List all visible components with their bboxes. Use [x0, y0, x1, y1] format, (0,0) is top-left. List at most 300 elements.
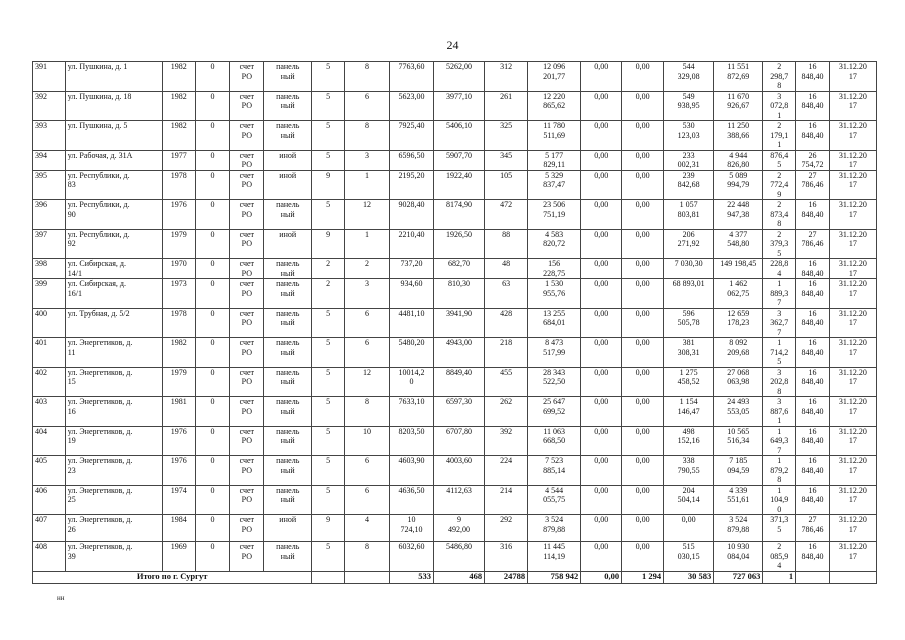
cell-account-type: счет РО: [230, 338, 264, 368]
cell-floors: 5: [312, 308, 345, 338]
cell-year-col2: 0: [195, 279, 230, 309]
cell-residents: 472: [485, 200, 528, 230]
cell-end-date: 31.12.20 17: [829, 229, 876, 259]
cell-fund-a: 0,00: [581, 542, 622, 572]
cell-end-date: 31.12.20 17: [829, 170, 876, 200]
cell-end-date: 31.12.20 17: [829, 367, 876, 397]
cell-residents: 292: [485, 515, 528, 542]
cell-fund-d: 12 659 178,23: [714, 308, 763, 338]
cell-cost-per-sqm: 3 362,7 7: [763, 308, 796, 338]
cell-year-col2: 0: [195, 338, 230, 368]
cell-total-area: 7763,60: [390, 62, 434, 92]
cell-fund-c: 1 057 803,81: [664, 200, 714, 230]
total-empty-c: [796, 571, 830, 583]
cell-entrances: 6: [345, 338, 390, 368]
cell-account-type: счет РО: [230, 542, 264, 572]
cell-cost-per-sqm: 2 379,3 5: [763, 229, 796, 259]
cell-fund-d: 10 565 516,34: [714, 426, 763, 456]
cell-address: ул. Энергетиков, д. 11: [65, 338, 162, 368]
cell-fund-d: 22 448 947,38: [714, 200, 763, 230]
cell-account-type: счет РО: [230, 485, 264, 515]
table-row: [33, 367, 877, 397]
cell-limit-cost: 16 848,40: [796, 200, 830, 230]
cell-fund-d: 5 089 994,79: [714, 170, 763, 200]
cell-account-type: счет РО: [230, 397, 264, 427]
cell-row-number: 404: [33, 426, 66, 456]
cell-floors: 5: [312, 456, 345, 486]
cell-limit-cost: 16 848,40: [796, 91, 830, 121]
cell-entrances: 8: [345, 542, 390, 572]
cell-entrances: 8: [345, 62, 390, 92]
cell-total-cost: 5 329 837,47: [528, 170, 581, 200]
table-row: [33, 338, 877, 368]
cell-limit-cost: 16 848,40: [796, 542, 830, 572]
cell-residents: 218: [485, 338, 528, 368]
cell-fund-d: 27 068 063,98: [714, 367, 763, 397]
cell-floors: 5: [312, 338, 345, 368]
cell-end-date: 31.12.20 17: [829, 200, 876, 230]
cell-address: ул. Энергетиков, д. 23: [65, 456, 162, 486]
cell-end-date: 31.12.20 17: [829, 515, 876, 542]
cell-wall-material: панель ный: [264, 426, 312, 456]
cell-address: ул. Пушкина, д. 1: [65, 62, 162, 92]
cell-wall-material: панель ный: [264, 259, 312, 279]
total-empty-b: [345, 571, 390, 583]
cell-end-date: 31.12.20 17: [829, 456, 876, 486]
cell-year-col2: 0: [195, 170, 230, 200]
cell-address: ул. Энергетиков, д. 19: [65, 426, 162, 456]
cell-floors: 5: [312, 200, 345, 230]
cell-living-area: 4943,00: [433, 338, 484, 368]
cell-living-area: 9 492,00: [433, 515, 484, 542]
cell-residents: 312: [485, 62, 528, 92]
cell-limit-cost: 27 786,46: [796, 229, 830, 259]
table-row: [33, 542, 877, 572]
cell-total-area: 7925,40: [390, 121, 434, 151]
housing-register-table: [32, 61, 877, 584]
cell-row-number: 405: [33, 456, 66, 486]
total-fund-d: 727 063: [714, 571, 763, 583]
cell-fund-b: 0,00: [622, 515, 664, 542]
cell-address: ул. Республики, д. 83: [65, 170, 162, 200]
cell-fund-c: 381 308,31: [664, 338, 714, 368]
cell-fund-c: 0,00: [664, 515, 714, 542]
cell-row-number: 401: [33, 338, 66, 368]
cell-end-date: 31.12.20 17: [829, 397, 876, 427]
cell-row-number: 402: [33, 367, 66, 397]
cell-end-date: 31.12.20 17: [829, 308, 876, 338]
cell-living-area: 5907,70: [433, 150, 484, 170]
cell-fund-a: 0,00: [581, 308, 622, 338]
cell-entrances: 10: [345, 426, 390, 456]
cell-limit-cost: 16 848,40: [796, 485, 830, 515]
cell-year-col2: 0: [195, 515, 230, 542]
cell-cost-per-sqm: 1 649,3 7: [763, 426, 796, 456]
total-residents: 24788: [485, 571, 528, 583]
cell-total-cost: 11 445 114,19: [528, 542, 581, 572]
cell-entrances: 6: [345, 485, 390, 515]
cell-total-area: 2195,20: [390, 170, 434, 200]
cell-total-cost: 12 220 865,62: [528, 91, 581, 121]
cell-address: ул. Пушкина, д. 18: [65, 91, 162, 121]
cell-year-built: 1969: [162, 542, 195, 572]
cell-account-type: счет РО: [230, 200, 264, 230]
cell-row-number: 398: [33, 259, 66, 279]
cell-total-area: 934,60: [390, 279, 434, 309]
cell-total-cost: 25 647 699,52: [528, 397, 581, 427]
cell-total-area: 6596,50: [390, 150, 434, 170]
cell-entrances: 3: [345, 150, 390, 170]
cell-entrances: 6: [345, 308, 390, 338]
cell-fund-a: 0,00: [581, 259, 622, 279]
cell-residents: 345: [485, 150, 528, 170]
cell-limit-cost: 16 848,40: [796, 279, 830, 309]
cell-fund-b: 0,00: [622, 62, 664, 92]
cell-fund-b: 0,00: [622, 259, 664, 279]
cell-total-cost: 4 583 820,72: [528, 229, 581, 259]
total-entrances: 468: [433, 571, 484, 583]
cell-living-area: 5262,00: [433, 62, 484, 92]
cell-fund-a: 0,00: [581, 91, 622, 121]
cell-fund-b: 0,00: [622, 170, 664, 200]
cell-total-area: 4603,90: [390, 456, 434, 486]
cell-end-date: 31.12.20 17: [829, 62, 876, 92]
cell-cost-per-sqm: 3 202,8 8: [763, 367, 796, 397]
cell-account-type: счет РО: [230, 229, 264, 259]
cell-living-area: 5406,10: [433, 121, 484, 151]
cell-floors: 5: [312, 91, 345, 121]
table-row: [33, 91, 877, 121]
cell-total-area: 4636,50: [390, 485, 434, 515]
cell-address: ул. Республики, д. 90: [65, 200, 162, 230]
cell-year-built: 1981: [162, 397, 195, 427]
cell-limit-cost: 16 848,40: [796, 259, 830, 279]
cell-year-built: 1982: [162, 62, 195, 92]
cell-floors: 2: [312, 279, 345, 309]
cell-entrances: 1: [345, 229, 390, 259]
cell-living-area: 3977,10: [433, 91, 484, 121]
cell-floors: 9: [312, 170, 345, 200]
cell-cost-per-sqm: 1 714,2 5: [763, 338, 796, 368]
cell-year-col2: 0: [195, 200, 230, 230]
cell-limit-cost: 27 786,46: [796, 170, 830, 200]
cell-wall-material: панель ный: [264, 279, 312, 309]
cell-fund-d: 11 670 926,67: [714, 91, 763, 121]
cell-address: ул. Рабочая, д. 31А: [65, 150, 162, 170]
table-row: [33, 62, 877, 92]
total-row: [33, 571, 877, 583]
cell-row-number: 392: [33, 91, 66, 121]
cell-address: ул. Энергетиков, д. 25: [65, 485, 162, 515]
cell-wall-material: панель ный: [264, 121, 312, 151]
cell-residents: 428: [485, 308, 528, 338]
cell-entrances: 12: [345, 200, 390, 230]
total-cost: 758 942: [528, 571, 581, 583]
cell-address: ул. Энергетиков, д. 16: [65, 397, 162, 427]
cell-end-date: 31.12.20 17: [829, 338, 876, 368]
total-floors: 533: [390, 571, 434, 583]
table-row: [33, 515, 877, 542]
cell-cost-per-sqm: 2 085,9 4: [763, 542, 796, 572]
cell-fund-d: 149 198,45: [714, 259, 763, 279]
cell-total-area: 737,20: [390, 259, 434, 279]
cell-living-area: 810,30: [433, 279, 484, 309]
cell-fund-c: 515 030,15: [664, 542, 714, 572]
cell-fund-d: 4 339 551,61: [714, 485, 763, 515]
cell-floors: 2: [312, 259, 345, 279]
cell-living-area: 6707,80: [433, 426, 484, 456]
cell-total-cost: 13 255 684,01: [528, 308, 581, 338]
cell-address: ул. Сибирская, д. 16/1: [65, 279, 162, 309]
total-fund-c: 30 583: [664, 571, 714, 583]
cell-total-cost: 12 096 201,77: [528, 62, 581, 92]
cell-row-number: 397: [33, 229, 66, 259]
table-row: [33, 229, 877, 259]
cell-residents: 88: [485, 229, 528, 259]
cell-fund-a: 0,00: [581, 426, 622, 456]
cell-wall-material: панель ный: [264, 367, 312, 397]
cell-fund-d: 4 377 548,80: [714, 229, 763, 259]
total-fund-b: 1 294: [622, 571, 664, 583]
cell-year-col2: 0: [195, 397, 230, 427]
cell-fund-c: 204 504,14: [664, 485, 714, 515]
cell-year-col2: 0: [195, 91, 230, 121]
cell-address: ул. Энергетиков, д. 26: [65, 515, 162, 542]
cell-row-number: 403: [33, 397, 66, 427]
cell-living-area: 1922,40: [433, 170, 484, 200]
cell-year-col2: 0: [195, 121, 230, 151]
cell-fund-d: 4 944 826,80: [714, 150, 763, 170]
cell-living-area: 8174,90: [433, 200, 484, 230]
cell-limit-cost: 16 848,40: [796, 62, 830, 92]
cell-account-type: счет РО: [230, 150, 264, 170]
cell-living-area: 5486,80: [433, 542, 484, 572]
cell-account-type: счет РО: [230, 426, 264, 456]
cell-year-built: 1979: [162, 229, 195, 259]
cell-account-type: счет РО: [230, 456, 264, 486]
cell-year-col2: 0: [195, 485, 230, 515]
cell-row-number: 391: [33, 62, 66, 92]
table-row: [33, 259, 877, 279]
cell-row-number: 395: [33, 170, 66, 200]
cell-limit-cost: 16 848,40: [796, 367, 830, 397]
cell-fund-c: 549 938,95: [664, 91, 714, 121]
cell-year-built: 1977: [162, 150, 195, 170]
cell-fund-c: 1 275 458,52: [664, 367, 714, 397]
cell-cost-per-sqm: 1 879,2 8: [763, 456, 796, 486]
cell-fund-b: 0,00: [622, 91, 664, 121]
cell-total-cost: 4 544 055,75: [528, 485, 581, 515]
cell-wall-material: иной: [264, 515, 312, 542]
cell-year-col2: 0: [195, 367, 230, 397]
cell-fund-a: 0,00: [581, 485, 622, 515]
cell-total-cost: 11 063 668,50: [528, 426, 581, 456]
cell-fund-a: 0,00: [581, 121, 622, 151]
cell-limit-cost: 16 848,40: [796, 308, 830, 338]
cell-living-area: 3941,90: [433, 308, 484, 338]
cell-fund-b: 0,00: [622, 456, 664, 486]
cell-account-type: счет РО: [230, 121, 264, 151]
cell-fund-c: 239 842,68: [664, 170, 714, 200]
cell-account-type: счет РО: [230, 367, 264, 397]
cell-year-built: 1979: [162, 367, 195, 397]
cell-fund-c: 1 154 146,47: [664, 397, 714, 427]
cell-fund-a: 0,00: [581, 515, 622, 542]
cell-fund-a: 0,00: [581, 456, 622, 486]
cell-fund-a: 0,00: [581, 367, 622, 397]
cell-residents: 325: [485, 121, 528, 151]
total-fund-a: 0,00: [581, 571, 622, 583]
cell-floors: 9: [312, 515, 345, 542]
cell-year-col2: 0: [195, 229, 230, 259]
cell-wall-material: панель ный: [264, 200, 312, 230]
page-number: 24: [446, 38, 459, 52]
cell-end-date: 31.12.20 17: [829, 485, 876, 515]
cell-address: ул. Энергетиков, д. 39: [65, 542, 162, 572]
cell-entrances: 8: [345, 397, 390, 427]
cell-end-date: 31.12.20 17: [829, 426, 876, 456]
cell-year-col2: 0: [195, 542, 230, 572]
cell-floors: 5: [312, 150, 345, 170]
cell-year-col2: 0: [195, 62, 230, 92]
cell-floors: 5: [312, 485, 345, 515]
cell-fund-a: 0,00: [581, 397, 622, 427]
cell-entrances: 4: [345, 515, 390, 542]
table-row: [33, 150, 877, 170]
footer-note: нн: [57, 594, 65, 602]
cell-residents: 105: [485, 170, 528, 200]
table-row: [33, 200, 877, 230]
cell-residents: 262: [485, 397, 528, 427]
cell-total-cost: 7 523 885,14: [528, 456, 581, 486]
cell-fund-b: 0,00: [622, 150, 664, 170]
cell-cost-per-sqm: 1 104,9 0: [763, 485, 796, 515]
table-row: [33, 397, 877, 427]
cell-fund-b: 0,00: [622, 367, 664, 397]
cell-total-area: 5623,00: [390, 91, 434, 121]
cell-row-number: 393: [33, 121, 66, 151]
cell-year-col2: 0: [195, 308, 230, 338]
cell-address: ул. Пушкина, д. 5: [65, 121, 162, 151]
cell-total-area: 10014,2 0: [390, 367, 434, 397]
cell-account-type: счет РО: [230, 91, 264, 121]
cell-entrances: 12: [345, 367, 390, 397]
cell-fund-a: 0,00: [581, 200, 622, 230]
cell-row-number: 408: [33, 542, 66, 572]
cell-wall-material: иной: [264, 229, 312, 259]
cell-fund-c: 498 152,16: [664, 426, 714, 456]
cell-cost-per-sqm: 2 179,1 1: [763, 121, 796, 151]
cell-year-built: 1974: [162, 485, 195, 515]
cell-fund-d: 11 250 388,66: [714, 121, 763, 151]
cell-fund-c: 596 505,78: [664, 308, 714, 338]
cell-total-cost: 5 177 829,11: [528, 150, 581, 170]
cell-residents: 392: [485, 426, 528, 456]
cell-fund-d: 11 551 872,69: [714, 62, 763, 92]
cell-living-area: 6597,30: [433, 397, 484, 427]
table-row: [33, 170, 877, 200]
cell-fund-b: 0,00: [622, 308, 664, 338]
cell-living-area: 4112,63: [433, 485, 484, 515]
cell-residents: 316: [485, 542, 528, 572]
cell-living-area: 1926,50: [433, 229, 484, 259]
cell-wall-material: панель ный: [264, 91, 312, 121]
cell-total-area: 5480,20: [390, 338, 434, 368]
cell-fund-d: 10 930 084,04: [714, 542, 763, 572]
cell-limit-cost: 16 848,40: [796, 456, 830, 486]
cell-end-date: 31.12.20 17: [829, 121, 876, 151]
cell-cost-per-sqm: 2 772,4 9: [763, 170, 796, 200]
cell-residents: 214: [485, 485, 528, 515]
cell-account-type: счет РО: [230, 515, 264, 542]
cell-floors: 9: [312, 229, 345, 259]
cell-fund-b: 0,00: [622, 426, 664, 456]
cell-cost-per-sqm: 876,4 5: [763, 150, 796, 170]
cell-wall-material: панель ный: [264, 542, 312, 572]
table-body: [33, 62, 877, 572]
cell-address: ул. Энергетиков, д. 15: [65, 367, 162, 397]
cell-wall-material: панель ный: [264, 456, 312, 486]
cell-fund-b: 0,00: [622, 338, 664, 368]
cell-year-col2: 0: [195, 150, 230, 170]
cell-total-area: 6032,60: [390, 542, 434, 572]
cell-entrances: 6: [345, 91, 390, 121]
cell-cost-per-sqm: 2 298,7 8: [763, 62, 796, 92]
cell-fund-a: 0,00: [581, 150, 622, 170]
cell-row-number: 406: [33, 485, 66, 515]
cell-total-area: 9028,40: [390, 200, 434, 230]
table-row: [33, 308, 877, 338]
cell-cost-per-sqm: 3 072,8 1: [763, 91, 796, 121]
table-row: [33, 485, 877, 515]
cell-fund-c: 206 271,92: [664, 229, 714, 259]
cell-row-number: 396: [33, 200, 66, 230]
cell-fund-c: 544 329,08: [664, 62, 714, 92]
cell-end-date: 31.12.20 17: [829, 259, 876, 279]
cell-entrances: 2: [345, 259, 390, 279]
cell-fund-c: 338 790,55: [664, 456, 714, 486]
cell-total-cost: 1 530 955,76: [528, 279, 581, 309]
cell-year-built: 1978: [162, 170, 195, 200]
cell-entrances: 8: [345, 121, 390, 151]
cell-row-number: 407: [33, 515, 66, 542]
cell-wall-material: панель ный: [264, 397, 312, 427]
cell-fund-b: 0,00: [622, 485, 664, 515]
cell-cost-per-sqm: 2 873,4 8: [763, 200, 796, 230]
cell-year-built: 1984: [162, 515, 195, 542]
cell-year-built: 1982: [162, 91, 195, 121]
cell-cost-per-sqm: 228,8 4: [763, 259, 796, 279]
cell-cost-per-sqm: 371,3 5: [763, 515, 796, 542]
cell-living-area: 682,70: [433, 259, 484, 279]
cell-fund-c: 530 123,03: [664, 121, 714, 151]
cell-wall-material: панель ный: [264, 62, 312, 92]
cell-total-area: 7633,10: [390, 397, 434, 427]
cell-residents: 48: [485, 259, 528, 279]
cell-floors: 5: [312, 542, 345, 572]
cell-total-cost: 3 524 879,88: [528, 515, 581, 542]
cell-entrances: 3: [345, 279, 390, 309]
cell-floors: 5: [312, 121, 345, 151]
cell-fund-b: 0,00: [622, 121, 664, 151]
cell-year-built: 1976: [162, 200, 195, 230]
cell-living-area: 4003,60: [433, 456, 484, 486]
cell-address: ул. Трубная, д. 5/2: [65, 308, 162, 338]
cell-end-date: 31.12.20 17: [829, 279, 876, 309]
cell-limit-cost: 26 754,72: [796, 150, 830, 170]
cell-fund-b: 0,00: [622, 279, 664, 309]
cell-end-date: 31.12.20 17: [829, 542, 876, 572]
